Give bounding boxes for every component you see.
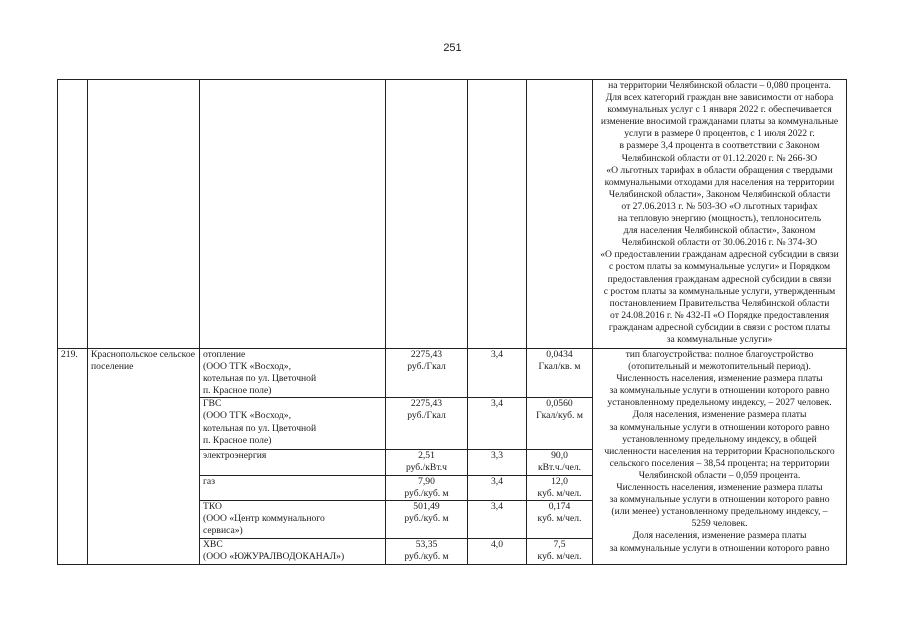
service-heating: отопление (ООО ТГК «Восход», котельная по ул. Цветочной п. Красное поле)	[200, 349, 386, 398]
cell-settlement-empty	[88, 80, 200, 349]
tariff-gas: 7,90 руб./куб. м	[386, 475, 468, 500]
volume-gas: 12,0 куб. м/чел.	[527, 475, 593, 500]
service-gas: газ	[200, 475, 386, 500]
volume-hot-water: 0,0560 Гкал/куб. м	[527, 398, 593, 450]
index-heating: 3,4	[468, 349, 527, 398]
index-electricity: 3,3	[468, 450, 527, 475]
page-number: 251	[443, 42, 462, 54]
volume-electricity: 90,0 кВт.ч./чел.	[527, 450, 593, 475]
row-number: 219.	[58, 349, 88, 565]
index-waste: 3,4	[468, 500, 527, 538]
tariff-waste: 501,49 руб./куб. м	[386, 500, 468, 538]
service-cold-water: ХВС (ООО «ЮЖУРАЛВОДОКАНАЛ»)	[200, 538, 386, 564]
tariff-electricity: 2,51 руб./кВт.ч	[386, 450, 468, 475]
cell-volume-empty	[527, 80, 593, 349]
tariff-hot-water: 2275,43 руб./Гкал	[386, 398, 468, 450]
settlement-name: Краснопольское сельское поселение	[88, 349, 200, 565]
cell-index-empty	[468, 80, 527, 349]
tariff-cold-water: 53,35 руб./куб. м	[386, 538, 468, 564]
table-row-219	[58, 349, 847, 398]
table-row-continuation	[58, 80, 847, 349]
index-hot-water: 3,4	[468, 398, 527, 450]
cell-service-empty	[200, 80, 386, 349]
tariff-heating: 2275,43 руб./Гкал	[386, 349, 468, 398]
index-cold-water: 4,0	[468, 538, 527, 564]
service-electricity: электроэнергия	[200, 450, 386, 475]
cell-num-empty	[58, 80, 88, 349]
service-waste: ТКО (ООО «Центр коммунального сервиса»)	[200, 500, 386, 538]
cell-tariff-empty	[386, 80, 468, 349]
volume-heating: 0,0434 Гкал/кв. м	[527, 349, 593, 398]
volume-cold-water: 7,5 куб. м/чел.	[527, 538, 593, 564]
service-hot-water: ГВС (ООО ТГК «Восход», котельная по ул. Цветочной п. Красное поле)	[200, 398, 386, 450]
tariff-table	[57, 79, 847, 565]
index-gas: 3,4	[468, 475, 527, 500]
note-text-219: тип благоустройства: полное благоустройство (отопительный и межотопительный период). Численность населения, изменение размера платы за коммунальные услуги в отношении которого равно установленному предельному индексу, – 2027 человек. Доля населения, изменение размера платы за коммунальные услуги в отношении которого равно установленному предельному индексу, в общей численности населения на территории Краснопольского сельского поселения – 38,54 процента; на территории Челябинской области – 0,059 процента. Численность населения, изменение размера платы за коммунальные услуги в отношении которого равно (или менее) установленному предельному индексу, – 5259 человек. Доля населения, изменение размера платы за коммунальные услуги в отношении которого равно	[593, 349, 847, 565]
note-text-continuation: на территории Челябинской области – 0,080 процента. Для всех категорий граждан вне зависимости от набора коммунальных услуг с 1 января 2022 г. обеспечивается изменение вносимой гражданами платы за коммунальные услуги в размере 0 процентов, с 1 июля 2022 г. в размере 3,4 процента в соответствии с Законом Челябинской области от 01.12.2020 г. № 266-ЗО «О льготных тарифах в области обращения с твердыми коммунальными отходами для населения на территории Челябинской области», Законом Челябинской области от 27.06.2013 г. № 503-ЗО «О льготных тарифах на тепловую энергию (мощность), теплоноситель для населения Челябинской области», Законом Челябинской области от 30.06.2016 г. № 374-ЗО «О предоставлении гражданам адресной субсидии в связи с ростом платы за коммунальные услуги» и Порядком предоставления гражданам адресной субсидии в связи с ростом платы за коммунальные услуги, утвержденным постановлением Правительства Челябинской области от 24.08.2016 г. № 432-П «О Порядке предоставления гражданам адресной субсидии в связи с ростом платы за коммунальные услуги»	[593, 80, 847, 349]
volume-waste: 0,174 куб. м/чел.	[527, 500, 593, 538]
